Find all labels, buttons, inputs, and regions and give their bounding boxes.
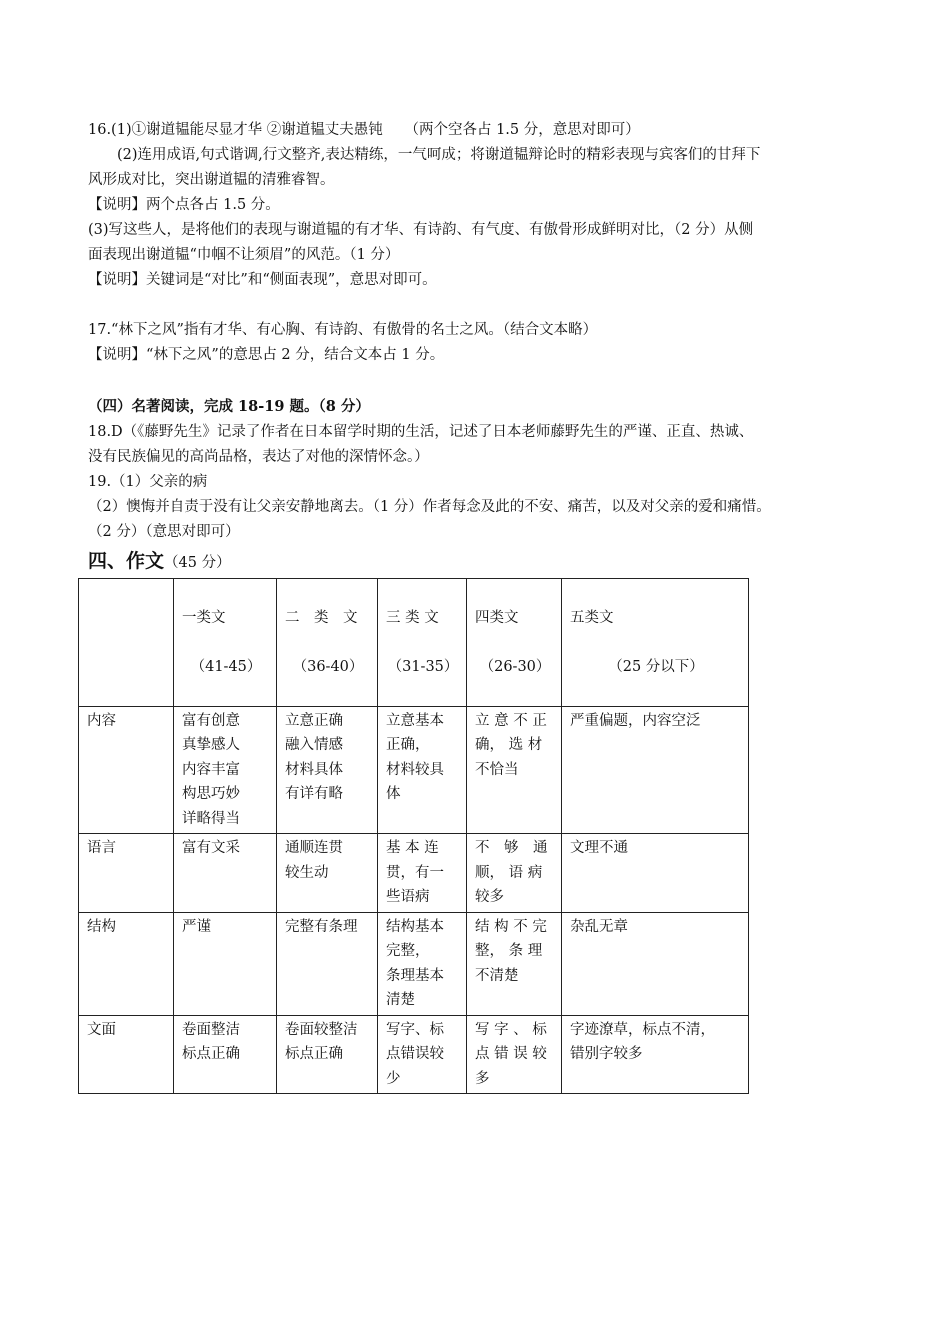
table-cell: 立意正确 融入情感 材料具体 有详有略 xyxy=(277,706,378,834)
essay-heading-title: 四、作文 xyxy=(88,550,165,572)
header-cell-grade-3: 三 类 文 （31-35） xyxy=(378,579,467,707)
table-cell: 杂乱无章 xyxy=(562,912,749,1015)
q16-line-6: 面表现出谢道韫“巾帼不让须眉”的风范。（1 分） xyxy=(88,247,400,263)
q19-line-2: （2）懊悔并自责于没有让父亲安静地离去。（1 分）作者每念及此的不安、痛苦，以及对父亲的爱和痛惜。 xyxy=(88,499,771,515)
table-cell: 富有创意 真挚感人 内容丰富 构思巧妙 详略得当 xyxy=(174,706,277,834)
header-cell-grade-1: 一类文 （41-45） xyxy=(174,579,277,707)
q16-note-1: 【说明】两个点各占 1.5 分。 xyxy=(88,197,280,213)
table-cell: 严谨 xyxy=(174,912,277,1015)
table-cell: 不 够 通 顺， 语 病 较多 xyxy=(467,834,562,913)
table-cell: 结 构 不 完 整， 条 理 不清楚 xyxy=(467,912,562,1015)
header-cell-grade-2: 二 类 文 （36-40） xyxy=(277,579,378,707)
table-cell: 富有文采 xyxy=(174,834,277,913)
essay-heading-score: （45 分） xyxy=(164,555,231,571)
header-cell-empty xyxy=(79,579,174,707)
q16-note-2: 【说明】关键词是“对比”和“侧面表现”，意思对即可。 xyxy=(88,272,437,288)
table-cell: 写 字 、 标 点 错 误 较 多 xyxy=(467,1015,562,1094)
row-label: 内容 xyxy=(79,706,174,834)
q18-line-1: 18.D（《藤野先生》记录了作者在日本留学时期的生活，记述了日本老师藤野先生的严谨、正直、热诚、 xyxy=(88,424,754,440)
table-cell: 文理不通 xyxy=(562,834,749,913)
table-row xyxy=(79,912,749,1015)
q19-line-3: （2 分）（意思对即可） xyxy=(88,524,240,540)
table-row xyxy=(79,1015,749,1094)
header-cell-grade-5: 五类文 （25 分以下） xyxy=(562,579,749,707)
table-cell: 立意基本 正确， 材料较具 体 xyxy=(378,706,467,834)
q17-line-1: 17.“林下之风”指有才华、有心胸、有诗韵、有傲骨的名士之风。（结合文本略） xyxy=(88,322,598,338)
table-cell: 结构基本 完整， 条理基本 清楚 xyxy=(378,912,467,1015)
table-row xyxy=(79,706,749,834)
q16-line-3: 风形成对比，突出谢道韫的清雅睿智。 xyxy=(88,172,335,188)
row-label: 文面 xyxy=(79,1015,174,1094)
header-cell-grade-4: 四类文 （26-30） xyxy=(467,579,562,707)
q16-line-2: (2)连用成语,句式谐调,行文整齐,表达精练，一气呵成；将谢道韫辩论时的精彩表现与宾客们的甘拜下 xyxy=(88,147,761,163)
q17-note: 【说明】“林下之风”的意思占 2 分，结合文本占 1 分。 xyxy=(88,347,445,363)
table-header-row xyxy=(79,579,749,707)
section-4-heading: （四）名著阅读，完成 18-19 题。（8 分） xyxy=(88,398,370,415)
q16-line-5: (3)写这些人，是将他们的表现与谢道韫的有才华、有诗韵、有气度、有傲骨形成鲜明对比，（2 分）从侧 xyxy=(88,222,754,238)
row-label: 语言 xyxy=(79,834,174,913)
table-row xyxy=(79,834,749,913)
table-cell: 字迹潦草，标点不清， 错别字较多 xyxy=(562,1015,749,1094)
q16-line-1: 16.(1)①谢道韫能尽显才华 ②谢道韫丈夫愚钝 （两个空各占 1.5 分，意思对即可） xyxy=(88,122,640,138)
essay-heading xyxy=(88,549,231,575)
table-cell: 完整有条理 xyxy=(277,912,378,1015)
table-cell: 卷面较整洁 标点正确 xyxy=(277,1015,378,1094)
table-cell: 基 本 连 贯，有一 些语病 xyxy=(378,834,467,913)
q19-line-1: 19.（1）父亲的病 xyxy=(88,474,208,490)
essay-rubric-table xyxy=(78,578,749,1094)
table-cell: 卷面整洁 标点正确 xyxy=(174,1015,277,1094)
table-cell: 通顺连贯 较生动 xyxy=(277,834,378,913)
table-cell: 写字、标 点错误较 少 xyxy=(378,1015,467,1094)
table-cell: 严重偏题，内容空泛 xyxy=(562,706,749,834)
table-cell: 立 意 不 正 确， 选 材 不恰当 xyxy=(467,706,562,834)
q18-line-2: 没有民族偏见的高尚品格，表达了对他的深情怀念。） xyxy=(88,449,429,465)
row-label: 结构 xyxy=(79,912,174,1015)
